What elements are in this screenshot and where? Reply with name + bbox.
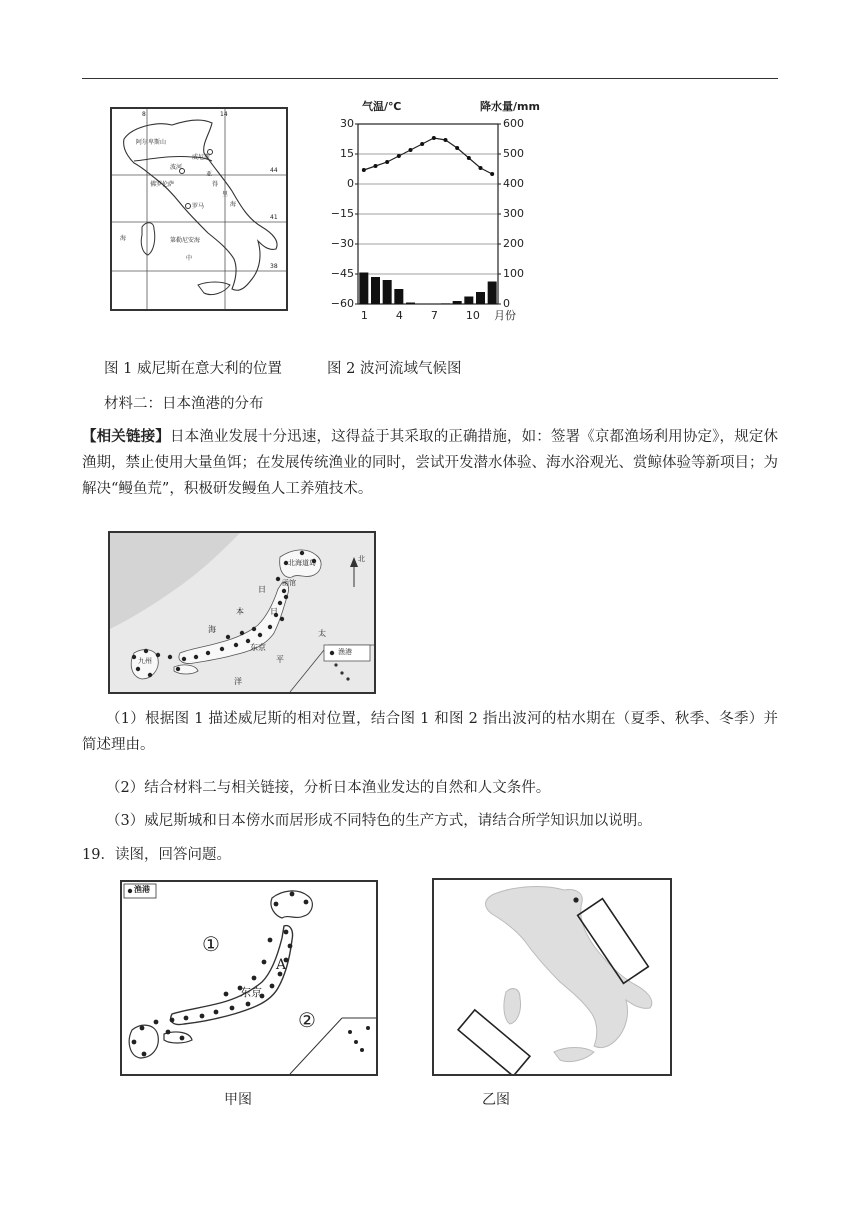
jia-legend-label: 渔港 [134,885,150,894]
jia-label-A: A [276,957,287,973]
italy-label-adriatic-3: 里 [222,191,229,198]
climate-precip-bar [441,303,450,304]
climate-precip-tick-label: 0 [503,297,510,310]
question-2: （2）结合材料二与相关链接，分析日本渔业发达的自然和人文条件。 [106,780,551,796]
related-link-text: 日本渔业发展十分迅速，这得益于其采取的正确措施，如：签署《京都渔场利用协定》，规定休渔期，禁止使用大量鱼饵；在发展传统渔业的同时，尝试开发潜水体验、海水浴观光、赏鲸体验等新项目；为解决“鳗鱼荒”，积极研发鳗鱼人工养殖技术。 [82,429,779,497]
climate-precip-bar [453,301,462,304]
climate-month-tick-label: 10 [465,309,480,322]
climate-precip-tick-label: 500 [503,147,524,160]
climate-precip-bar [476,292,485,304]
italy-label-alps: 阿尔卑斯山 [136,139,167,146]
climate-precip-bar [359,273,368,305]
climate-temp-point [409,148,413,152]
japan-label-hokkaido: 北海道岛 [288,559,316,567]
italy-label-florence: 佛罗伦萨 [150,181,175,188]
japan-legend-label: 渔港 [338,648,352,656]
italy-label-tyrrhenian: 第勒尼安海 [170,237,201,244]
italy-lat-tick-38: 38 [270,263,278,270]
italy-lat-tick-41: 41 [270,214,278,221]
japan-label-kyushu: 九州 [138,657,152,665]
italy-lon-tick-14: 14 [220,111,228,118]
climate-temp-point [362,168,366,172]
climate-month-tick-label: 4 [395,309,403,322]
climate-month-tick-label: 1 [360,309,368,322]
figure-1-caption: 图 1 威尼斯在意大利的位置 [104,361,282,377]
question-19-title: 19．读图，回答问题。 [82,847,231,863]
italy-label-mediterranean-1: 中 [186,255,193,262]
jia-map [120,880,378,1076]
climate-temp-tick-label: 15 [340,147,354,160]
climate-temp-point [490,172,494,176]
climate-temp-point [444,138,448,142]
climate-temp-tick-label: −60 [330,297,354,310]
climate-temp-point [420,142,424,146]
jia-caption: 甲图 [224,1092,252,1108]
figure-1-italy-map [110,107,288,311]
japan-label-nihon: 日 [270,607,278,616]
climate-precip-bar [464,297,473,305]
climate-precip-tick-label: 100 [503,267,524,280]
climate-chart-svg [330,98,560,326]
italy-lat-tick-44: 44 [270,167,278,174]
italy-label-adriatic-4: 海 [230,201,237,208]
climate-precip-bar [383,280,392,304]
climate-precip-bar [371,277,380,304]
japan-label-pacific-2: 平 [276,655,284,664]
italy-label-adriatic-2: 得 [212,181,219,188]
climate-temp-point [455,146,459,150]
italy-label-mediterranean-2: 海 [120,235,127,242]
italy-lon-tick-8: 8 [142,111,146,118]
climate-temp-point [374,164,378,168]
climate-temp-tick-label: −30 [330,237,354,250]
climate-temp-tick-label: 30 [340,117,354,130]
climate-temp-tick-label: −45 [330,267,354,280]
japan-label-tokyo: 东京 [250,643,266,652]
question-3: （3）威尼斯城和日本傍水而居形成不同特色的生产方式，请结合所学知识加以说明。 [106,813,652,829]
japan-label-pacific-1: 太 [318,629,326,638]
header-rule [82,78,778,79]
climate-precip-bar [394,289,403,304]
japan-label-sea-of-japan-1: 日 [258,585,266,594]
related-link-paragraph [82,424,778,502]
jia-label-circle-2: ② [298,1008,316,1032]
figure-2-climate-chart [330,98,560,326]
climate-temp-tick-label: 0 [347,177,354,190]
italy-label-rome: 罗马 [192,203,205,210]
climate-x-axis-title: 月份 [494,309,516,322]
italy-label-po-river: 波河 [170,164,183,171]
climate-precip-bar [406,303,415,305]
jia-label-tokyo: 东京 [240,986,262,999]
climate-temp-point [397,154,401,158]
climate-precip-tick-label: 600 [503,117,524,130]
japan-fishing-port-map [108,531,376,694]
figure-2-caption: 图 2 波河流域气候图 [327,361,462,377]
japan-label-hakodate: 函馆 [282,579,296,587]
japan-label-sea-of-japan-3: 海 [208,625,216,634]
yi-map [432,878,672,1076]
climate-precip-tick-label: 200 [503,237,524,250]
related-link-label: 【相关链接】 [82,428,170,445]
climate-temp-point [432,136,436,140]
italy-label-venice: 威尼斯 [192,154,211,161]
climate-month-tick-label: 7 [430,309,438,322]
climate-precip-tick-label: 400 [503,177,524,190]
climate-temp-point [385,160,389,164]
climate-temp-tick-label: −15 [330,207,354,220]
climate-precip-bar [488,282,497,305]
climate-temp-point [479,166,483,170]
material-2-heading: 材料二：日本渔港的分布 [104,396,264,412]
question-1: （1）根据图 1 描述威尼斯的相对位置，结合图 1 和图 2 指出波河的枯水期在（夏季、秋季、冬季）并简述理由。 [82,711,778,753]
japan-north-label: 北 [358,555,365,563]
climate-temp-point [467,156,471,160]
climate-precip-tick-label: 300 [503,207,524,220]
climate-right-axis-title: 降水量/mm [480,100,540,113]
yi-caption: 乙图 [482,1092,510,1108]
japan-label-pacific-3: 洋 [234,677,242,686]
italy-label-adriatic-1: 亚 [206,171,213,178]
japan-label-sea-of-japan-2: 本 [236,607,244,616]
climate-left-axis-title: 气温/℃ [362,100,402,113]
jia-label-circle-1: ① [202,932,220,956]
